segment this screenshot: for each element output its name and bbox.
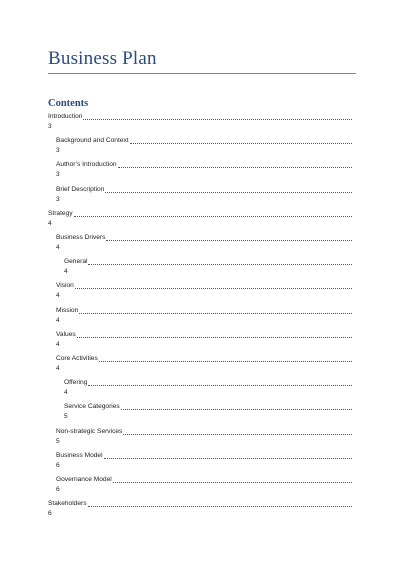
toc-entry-line: [56, 475, 352, 485]
toc-leader-dots: [99, 355, 352, 362]
toc-entry-line: [48, 112, 352, 122]
toc-entry-title: Governance Model: [56, 476, 112, 483]
toc-entry-line: [48, 499, 352, 509]
toc-page-number: 3: [56, 195, 60, 203]
toc-entry-title: Author’s Introduction: [56, 161, 117, 169]
toc-entry-line: [56, 451, 352, 461]
toc-leader-dots: [88, 500, 353, 507]
toc-leader-dots: [121, 403, 352, 410]
toc-entry-line: [56, 233, 352, 243]
toc-page-number: 5: [64, 413, 68, 421]
toc-page-number: 6: [56, 461, 60, 469]
toc-page-number: 4: [64, 389, 68, 397]
toc-page-number: 4: [56, 244, 60, 251]
toc-entry[interactable]: [0, 427, 403, 451]
toc-leader-dots: [105, 186, 352, 193]
toc-page-number: 3: [48, 123, 52, 130]
toc-leader-dots: [79, 307, 352, 314]
toc-leader-dots: [74, 210, 352, 217]
toc-entry-line: [56, 281, 352, 291]
toc-entry-title: Stakeholders: [48, 500, 87, 508]
toc-leader-dots: [88, 379, 352, 386]
toc-entry-title: General: [64, 258, 88, 266]
toc-entry-title: Strategy: [48, 209, 73, 217]
document-title: Business Plan: [48, 48, 157, 69]
toc-page-number: 4: [64, 268, 68, 276]
toc-entry[interactable]: [0, 112, 403, 136]
toc-entry[interactable]: [0, 281, 403, 305]
toc-entry-title: Introduction: [48, 113, 83, 120]
toc-page-number: 4: [56, 292, 60, 300]
toc-leader-dots: [83, 113, 352, 120]
toc-entry-line: [56, 136, 352, 146]
toc-entry-line: [48, 209, 352, 219]
toc-entry[interactable]: [0, 451, 403, 475]
toc-entry-title: Mission: [56, 306, 79, 314]
toc-entry-line: [64, 402, 352, 412]
toc-entry[interactable]: [0, 160, 403, 184]
toc-leader-dots: [130, 137, 352, 144]
toc-entry-title: Business Model: [56, 451, 103, 459]
toc-entry-line: [56, 427, 352, 437]
toc-entry[interactable]: [0, 354, 403, 378]
toc-entry-line: [56, 185, 352, 195]
toc-page-number: 3: [56, 147, 60, 155]
toc-leader-dots: [104, 452, 352, 459]
toc-entry[interactable]: [0, 136, 403, 160]
toc-entry-title: Brief Description: [56, 185, 105, 193]
toc-page-number: 4: [56, 365, 60, 372]
toc-leader-dots: [123, 428, 352, 435]
toc-entry[interactable]: [0, 475, 403, 499]
title-divider: [48, 73, 356, 74]
toc-entry-line: [56, 330, 352, 340]
toc-entry-title: Vision: [56, 282, 74, 290]
toc-page-number: 4: [56, 340, 60, 348]
toc-entry-line: [64, 257, 352, 267]
toc-entry-line: [56, 306, 352, 316]
toc-entry[interactable]: [0, 257, 403, 281]
toc-page-number: 4: [48, 219, 52, 227]
toc-leader-dots: [106, 234, 352, 241]
toc-entry-title: Non-strategic Services: [56, 427, 123, 435]
toc-entry[interactable]: [0, 330, 403, 354]
toc-entry-title: Background and Context: [56, 137, 129, 145]
toc-page-number: 4: [56, 316, 60, 324]
toc-entry[interactable]: [0, 185, 403, 209]
toc-entry[interactable]: [0, 402, 403, 426]
toc-entry-title: Core Activities: [56, 355, 98, 362]
toc-leader-dots: [118, 161, 352, 168]
toc-page-number: 6: [56, 486, 60, 493]
toc-entry-line: [64, 378, 352, 388]
toc-page-number: 6: [48, 510, 52, 518]
toc-entry-title: Values: [56, 330, 76, 338]
toc-leader-dots: [88, 258, 352, 265]
toc-entry[interactable]: [0, 306, 403, 330]
toc-entry-title: Service Categories: [64, 403, 120, 411]
toc-entry[interactable]: [0, 378, 403, 402]
toc-page-number: 5: [56, 437, 60, 445]
toc-entry-line: [56, 354, 352, 364]
toc-leader-dots: [77, 331, 352, 338]
toc-entry-line: [56, 160, 352, 170]
toc-entry-title: Offering: [64, 379, 88, 387]
contents-heading: Contents: [48, 98, 89, 109]
toc-entry-title: Business Drivers: [56, 234, 106, 241]
toc-entry[interactable]: [0, 233, 403, 257]
toc-entry[interactable]: [0, 499, 403, 523]
toc-entry[interactable]: [0, 209, 403, 233]
toc-leader-dots: [113, 476, 352, 483]
toc-leader-dots: [75, 282, 352, 289]
toc-page-number: 3: [56, 171, 60, 179]
